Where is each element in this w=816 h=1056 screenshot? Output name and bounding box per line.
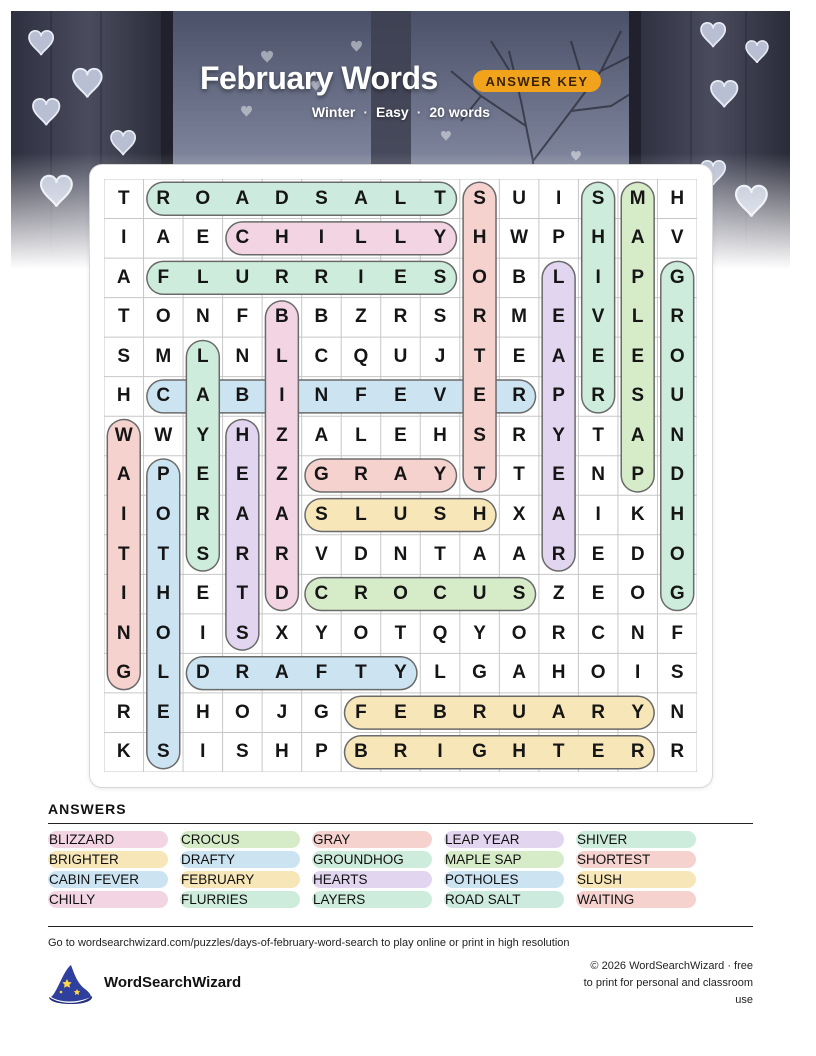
grid-cell: Y bbox=[433, 227, 447, 249]
grid-cell: R bbox=[354, 464, 368, 486]
grid-cell: F bbox=[355, 701, 367, 723]
answer-item: DRAFTY bbox=[180, 851, 300, 868]
grid-cell: P bbox=[315, 741, 328, 763]
grid-cell: R bbox=[393, 306, 408, 328]
grid-cell: T bbox=[117, 306, 130, 328]
grid-cell: A bbox=[275, 504, 289, 526]
grid-cell: P bbox=[552, 227, 565, 249]
answer-item: MAPLE SAP bbox=[444, 851, 564, 868]
grid-cell: Q bbox=[353, 345, 369, 367]
grid-cell: R bbox=[670, 741, 685, 763]
answer-item: LAYERS bbox=[312, 891, 432, 908]
grid-cell: Y bbox=[552, 424, 565, 446]
wizard-hat-icon bbox=[47, 963, 93, 1005]
theme-label: Winter bbox=[311, 104, 356, 120]
grid-cell: R bbox=[630, 741, 645, 763]
grid-cell: H bbox=[275, 227, 289, 249]
word-count-label: 20 words bbox=[429, 104, 491, 120]
answer-item: GROUNDHOG bbox=[312, 851, 432, 868]
grid-cell: I bbox=[121, 583, 127, 605]
grid-cell: A bbox=[354, 187, 368, 209]
answer-item: WAITING bbox=[576, 891, 696, 908]
grid-cell: A bbox=[314, 424, 329, 446]
grid-cell: F bbox=[315, 662, 328, 684]
grid-cell: R bbox=[275, 543, 289, 565]
grid-cell: R bbox=[591, 701, 606, 723]
grid-cell: E bbox=[591, 543, 605, 565]
grid-cell: E bbox=[631, 345, 645, 367]
grid-cell: F bbox=[671, 622, 684, 644]
answer-item: GRAY bbox=[312, 831, 432, 848]
grid-cell: C bbox=[314, 345, 329, 367]
grid-cell: S bbox=[433, 266, 447, 288]
grid-cell: N bbox=[314, 385, 329, 407]
grid-cell: E bbox=[591, 741, 605, 763]
page-title: February Words bbox=[200, 60, 438, 96]
grid-cell: H bbox=[512, 741, 526, 763]
grid-cell: V bbox=[591, 306, 605, 328]
answer-item: BRIGHTER bbox=[48, 851, 168, 868]
grid-cell: A bbox=[393, 464, 408, 486]
grid-cell: S bbox=[512, 583, 526, 605]
grid-cell: A bbox=[551, 504, 566, 526]
grid-cell: L bbox=[434, 662, 446, 684]
grid-cell: U bbox=[235, 266, 250, 288]
grid-cell: R bbox=[354, 583, 368, 605]
grid-cell: P bbox=[552, 385, 565, 407]
grid-cell: K bbox=[630, 504, 645, 526]
grid-cell: O bbox=[195, 187, 211, 209]
grid-cell: U bbox=[670, 385, 685, 407]
grid-cell: C bbox=[235, 227, 250, 249]
grid-cell: T bbox=[434, 543, 446, 565]
grid-cell: O bbox=[155, 504, 171, 526]
grid-cell: S bbox=[236, 622, 249, 644]
grid-cell: H bbox=[275, 741, 289, 763]
grid-cell: A bbox=[116, 266, 131, 288]
grid-cell: O bbox=[590, 662, 606, 684]
grid-cell: H bbox=[472, 504, 487, 526]
grid-cell: Z bbox=[276, 464, 288, 486]
grid-cell: V bbox=[433, 385, 447, 407]
grid-cell: A bbox=[512, 543, 526, 565]
grid-cell: I bbox=[635, 662, 641, 684]
grid-cell: U bbox=[393, 345, 408, 367]
grid-cell: A bbox=[195, 385, 210, 407]
grid-cell: Y bbox=[196, 424, 210, 446]
grid-cell: E bbox=[196, 583, 210, 605]
grid-cell: G bbox=[314, 701, 329, 723]
grid-cell: S bbox=[473, 187, 486, 209]
grid-cell: I bbox=[595, 266, 601, 288]
grid-cell: X bbox=[512, 504, 526, 526]
grid-cell: I bbox=[437, 741, 443, 763]
grid-cell: E bbox=[552, 464, 565, 486]
grid-cell: O bbox=[234, 701, 250, 723]
grid-cell: A bbox=[275, 662, 289, 684]
grid-cell: C bbox=[156, 385, 171, 407]
grid-cell: U bbox=[512, 701, 526, 723]
grid-cell: D bbox=[195, 662, 210, 684]
grid-cell: N bbox=[670, 701, 685, 723]
grid-cell: H bbox=[670, 504, 685, 526]
grid-cell: F bbox=[236, 306, 249, 328]
grid-cell: H bbox=[235, 424, 250, 446]
grid-cell: A bbox=[551, 345, 566, 367]
grid-cell: I bbox=[555, 187, 562, 209]
grid-cell: H bbox=[472, 227, 487, 249]
grid-cell: E bbox=[394, 701, 407, 723]
answer-item: SHIVER bbox=[576, 831, 696, 848]
grid-cell: T bbox=[236, 583, 249, 605]
answer-item: CROCUS bbox=[180, 831, 300, 848]
grid-cell: R bbox=[195, 504, 210, 526]
grid-cell: B bbox=[512, 266, 526, 288]
grid-cell: U bbox=[393, 504, 408, 526]
grid-cell: S bbox=[117, 345, 131, 367]
grid-cell: H bbox=[591, 227, 606, 249]
grid-cell: E bbox=[156, 701, 170, 723]
grid-cell: G bbox=[669, 583, 685, 605]
grid-cell: I bbox=[595, 504, 601, 526]
grid-cell: T bbox=[552, 741, 565, 763]
grid-cell: A bbox=[156, 227, 171, 249]
grid-cell: B bbox=[314, 306, 329, 328]
grid-cell: T bbox=[394, 622, 407, 644]
grid-cell: R bbox=[551, 543, 566, 565]
grid-cell: G bbox=[314, 464, 329, 486]
grid-cell: L bbox=[631, 306, 644, 328]
grid-cell: B bbox=[354, 741, 368, 763]
word-search-grid bbox=[104, 179, 697, 772]
grid-cell: S bbox=[670, 662, 684, 684]
grid-cell: D bbox=[630, 543, 645, 565]
grid-cell: D bbox=[354, 543, 368, 565]
grid-cell: H bbox=[670, 187, 685, 209]
grid-cell: O bbox=[472, 266, 487, 288]
grid-cell: G bbox=[116, 662, 132, 684]
grid-cell: T bbox=[592, 424, 604, 446]
grid-cell: W bbox=[510, 227, 529, 249]
grid-cell: N bbox=[195, 306, 210, 328]
grid-cell: I bbox=[200, 741, 206, 763]
answer-item: FLURRIES bbox=[180, 891, 300, 908]
grid-cell: R bbox=[472, 306, 487, 328]
grid-cell: I bbox=[121, 504, 127, 526]
grid-cell: I bbox=[318, 227, 325, 249]
grid-cell: J bbox=[276, 701, 288, 723]
grid-cell: A bbox=[235, 504, 250, 526]
grid-cell: R bbox=[472, 701, 487, 723]
grid-cell: F bbox=[355, 385, 367, 407]
grid-cell: E bbox=[394, 424, 407, 446]
answer-key-badge: ANSWER KEY bbox=[473, 70, 601, 92]
grid-cell: Y bbox=[315, 622, 328, 644]
grid-cell: X bbox=[275, 622, 289, 644]
grid-cell: R bbox=[551, 622, 566, 644]
answer-item: SHORTEST bbox=[576, 851, 696, 868]
answer-item: HEARTS bbox=[312, 871, 432, 888]
grid-cell: R bbox=[512, 385, 526, 407]
grid-cell: W bbox=[154, 424, 173, 446]
grid-cell: Z bbox=[276, 424, 288, 446]
grid-cell: C bbox=[591, 622, 606, 644]
grid-cell: V bbox=[315, 543, 328, 565]
grid-cell: R bbox=[670, 306, 685, 328]
grid-cell: O bbox=[669, 543, 685, 565]
grid-cell: S bbox=[591, 187, 605, 209]
grid-cell: B bbox=[433, 701, 447, 723]
grid-cell: R bbox=[156, 187, 171, 209]
grid-cell: B bbox=[275, 306, 289, 328]
grid-cell: L bbox=[157, 662, 170, 684]
grid-cell: S bbox=[473, 424, 486, 446]
grid-cell: Y bbox=[631, 701, 645, 723]
grid-cell: H bbox=[551, 662, 566, 684]
grid-cell: J bbox=[434, 345, 446, 367]
answer-item: CABIN FEVER bbox=[48, 871, 168, 888]
grid-cell: B bbox=[235, 385, 250, 407]
grid-cell: S bbox=[433, 306, 447, 328]
grid-cell: O bbox=[393, 583, 408, 605]
grid-cell: S bbox=[315, 187, 328, 209]
grid-cell: R bbox=[275, 266, 289, 288]
grid-cell: H bbox=[195, 701, 210, 723]
grid-cell: I bbox=[358, 266, 364, 288]
grid-cell: E bbox=[591, 345, 605, 367]
puzzle-meta: Winter · Easy · 20 words bbox=[311, 104, 491, 120]
footer-link-text[interactable]: Go to wordsearchwizard.com/puzzles/days-of-february-word-search to play online or print in high resolution bbox=[48, 937, 570, 949]
grid-cell: T bbox=[473, 464, 486, 486]
grid-cell: F bbox=[157, 266, 170, 288]
grid-cell: S bbox=[156, 741, 170, 763]
grid-cell: N bbox=[591, 464, 606, 486]
grid-cell: Y bbox=[433, 464, 447, 486]
grid-cell: L bbox=[355, 424, 367, 446]
answers-heading: ANSWERS bbox=[48, 801, 127, 817]
grid-cell: U bbox=[472, 583, 487, 605]
grid-cell: E bbox=[512, 345, 526, 367]
grid-cell: A bbox=[472, 543, 487, 565]
answer-item: BLIZZARD bbox=[48, 831, 168, 848]
grid-cell: K bbox=[116, 741, 131, 763]
grid-cell: U bbox=[512, 187, 526, 209]
grid-cell: C bbox=[433, 583, 447, 605]
grid-cell: P bbox=[631, 266, 645, 288]
grid-cell: E bbox=[196, 227, 210, 249]
grid-cell: S bbox=[236, 741, 249, 763]
answer-item: ROAD SALT bbox=[444, 891, 564, 908]
grid-cell: Z bbox=[552, 583, 565, 605]
grid-cell: M bbox=[511, 306, 527, 328]
grid-cell: E bbox=[591, 583, 605, 605]
grid-cell: I bbox=[200, 622, 206, 644]
grid-cell: T bbox=[117, 187, 130, 209]
grid-cell: O bbox=[155, 622, 171, 644]
answer-item: LEAP YEAR bbox=[444, 831, 564, 848]
grid-cell: L bbox=[355, 227, 367, 249]
answer-item: SLUSH bbox=[576, 871, 696, 888]
grid-cell: L bbox=[394, 227, 407, 249]
grid-cell: N bbox=[630, 622, 645, 644]
grid-cell: E bbox=[394, 385, 407, 407]
grid-cell: G bbox=[472, 741, 487, 763]
grid-cell: I bbox=[279, 385, 285, 407]
grid-cell: H bbox=[156, 583, 171, 605]
grid-cell: E bbox=[196, 464, 210, 486]
grid-cell: T bbox=[355, 662, 367, 684]
answer-item: FEBRUARY bbox=[180, 871, 300, 888]
grid-cell: A bbox=[512, 662, 526, 684]
grid-cell: L bbox=[276, 345, 288, 367]
answer-item: CHILLY bbox=[48, 891, 168, 908]
grid-cell: A bbox=[116, 464, 131, 486]
grid-cell: D bbox=[275, 187, 289, 209]
grid-cell: P bbox=[631, 464, 645, 486]
grid-cell: R bbox=[314, 266, 329, 288]
grid-cell: A bbox=[235, 187, 250, 209]
grid-cell: L bbox=[197, 266, 209, 288]
grid-cell: P bbox=[156, 464, 170, 486]
grid-cell: O bbox=[155, 306, 171, 328]
grid-cell: S bbox=[196, 543, 210, 565]
grid-cell: L bbox=[355, 504, 367, 526]
grid-cell: T bbox=[473, 345, 486, 367]
grid-cell: L bbox=[552, 266, 565, 288]
grid-cell: R bbox=[591, 385, 606, 407]
grid-cell: N bbox=[393, 543, 408, 565]
answer-item: POTHOLES bbox=[444, 871, 564, 888]
grid-cell: G bbox=[472, 662, 487, 684]
grid-cell: S bbox=[315, 504, 328, 526]
grid-cell: A bbox=[551, 701, 566, 723]
grid-cell: H bbox=[116, 385, 131, 407]
grid-cell: O bbox=[511, 622, 527, 644]
answers-divider bbox=[48, 823, 753, 824]
grid-cell: T bbox=[157, 543, 170, 565]
grid-cell: A bbox=[630, 227, 645, 249]
grid-cell: V bbox=[670, 227, 684, 249]
grid-cell: R bbox=[393, 741, 408, 763]
grid-cell: S bbox=[631, 385, 645, 407]
grid-cell: T bbox=[513, 464, 525, 486]
copyright-text: © 2026 WordSearchWizard · free to print for personal and classroom use bbox=[583, 960, 753, 1006]
grid-cell: N bbox=[235, 345, 250, 367]
grid-cell: R bbox=[235, 662, 250, 684]
grid-cell: C bbox=[314, 583, 329, 605]
grid-cell: R bbox=[235, 543, 250, 565]
grid-cell: T bbox=[434, 187, 446, 209]
grid-cell: L bbox=[197, 345, 209, 367]
grid-cell: H bbox=[433, 424, 447, 446]
grid-cell: Z bbox=[355, 306, 367, 328]
grid-cell: S bbox=[433, 504, 447, 526]
grid-cell: E bbox=[552, 306, 565, 328]
grid-cell: O bbox=[669, 345, 685, 367]
grid-cell: W bbox=[114, 424, 133, 446]
grid-cell: Y bbox=[394, 662, 407, 684]
grid-cell: D bbox=[670, 464, 685, 486]
grid-cell: L bbox=[394, 187, 407, 209]
grid-cell: G bbox=[669, 266, 685, 288]
grid-cell: R bbox=[512, 424, 526, 446]
grid-cell: N bbox=[116, 622, 131, 644]
grid-cell: Q bbox=[432, 622, 448, 644]
brand-name: WordSearchWizard bbox=[104, 974, 242, 991]
grid-cell: O bbox=[353, 622, 369, 644]
grid-cell: T bbox=[117, 543, 130, 565]
grid-cell: M bbox=[629, 187, 646, 209]
grid-cell: R bbox=[116, 701, 131, 723]
grid-cell: E bbox=[394, 266, 407, 288]
grid-cell: I bbox=[121, 227, 127, 249]
grid-cell: E bbox=[236, 464, 249, 486]
grid-cell: E bbox=[473, 385, 486, 407]
footer-divider bbox=[48, 926, 753, 927]
grid-cell: N bbox=[670, 424, 685, 446]
difficulty-label: Easy bbox=[376, 104, 409, 120]
grid-cell: O bbox=[630, 583, 646, 605]
grid-cell: D bbox=[275, 583, 289, 605]
grid-cell: Y bbox=[473, 622, 486, 644]
grid-cell: A bbox=[630, 424, 645, 446]
grid-cell: M bbox=[155, 345, 172, 367]
